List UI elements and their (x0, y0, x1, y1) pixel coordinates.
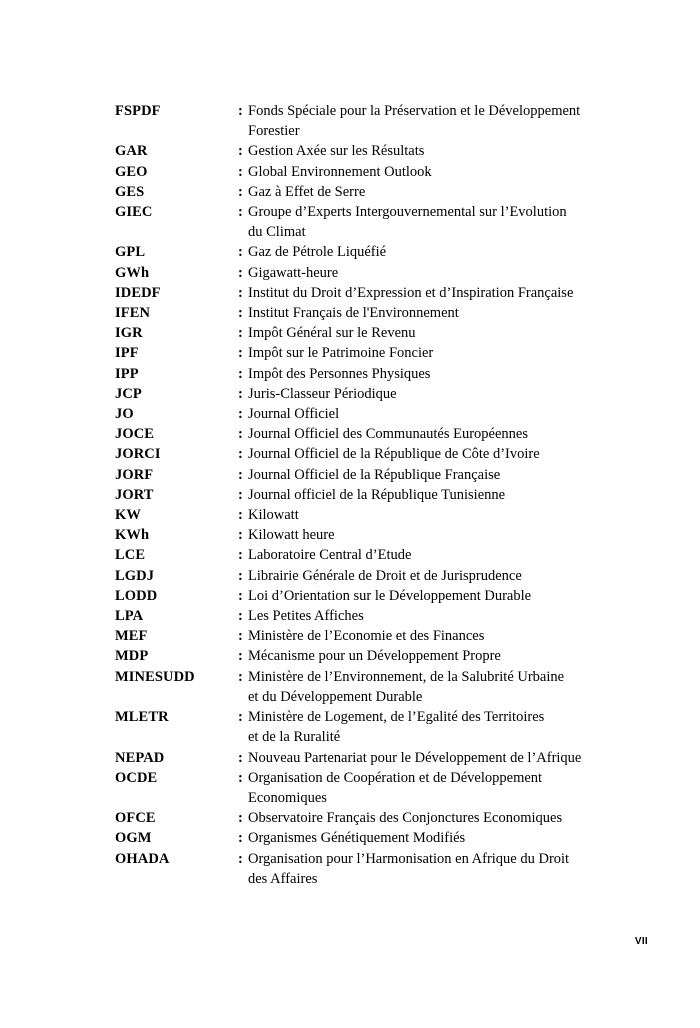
definition: Organisation de Coopération et de Développement Economiques (248, 769, 543, 806)
list-item (115, 202, 615, 242)
abbreviation: MINESUDD (115, 668, 195, 685)
separator: : (238, 103, 243, 119)
definition: Impôt sur le Patrimoine Foncier (248, 345, 434, 362)
list-item (115, 323, 615, 343)
abbreviation: OCDE (115, 769, 158, 786)
definition: Mécanisme pour un Développement Propre (248, 648, 501, 665)
list-item (115, 667, 615, 707)
definition: Gaz de Pétrole Liquéfié (248, 244, 387, 261)
abbreviation: IDEDF (115, 284, 161, 301)
list-item (115, 606, 615, 626)
abbreviation: KWh (115, 527, 150, 544)
separator: : (238, 668, 243, 685)
abbreviation: LGDJ (115, 567, 155, 584)
separator: : (238, 385, 243, 402)
page-number: VII (634, 936, 648, 947)
definition: Impôt Général sur le Revenu (248, 325, 416, 342)
list-item (115, 444, 615, 464)
separator: : (238, 325, 243, 342)
abbreviation: JCP (115, 385, 142, 402)
definition: Organismes Génétiquement Modifiés (248, 830, 466, 847)
list-item (115, 849, 615, 889)
abbreviation: JOCE (115, 426, 155, 443)
abbreviation: FSPDF (115, 103, 161, 119)
list-item (115, 283, 615, 303)
separator: : (238, 709, 243, 726)
definition: Institut du Droit d’Expression et d’Inspiration Française (248, 284, 574, 301)
list-item (115, 828, 615, 848)
definition: Ministère de Logement, de l’Egalité des Territoires et de la Ruralité (248, 709, 545, 746)
definition: Ministère de l’Economie et des Finances (248, 628, 485, 645)
list-item (115, 545, 615, 565)
separator: : (238, 749, 243, 766)
definition: Fonds Spéciale pour la Préservation et le Développement Forestier (248, 103, 581, 140)
list-item (115, 343, 615, 363)
list-item (115, 485, 615, 505)
definition: Institut Français de l'Environnement (248, 305, 459, 322)
separator: : (238, 163, 243, 180)
list-item (115, 101, 615, 141)
abbreviation: MDP (115, 648, 149, 665)
abbreviation: GAR (115, 143, 148, 160)
abbreviation: GES (115, 183, 145, 200)
list-item (115, 808, 615, 828)
abbreviation: JO (115, 406, 134, 423)
definition: Journal Officiel (248, 406, 340, 423)
abbreviation: GEO (115, 163, 148, 180)
list-item (115, 263, 615, 283)
separator: : (238, 264, 243, 281)
abbreviation: JORT (115, 486, 154, 503)
abbreviation: GWh (115, 264, 150, 281)
abbreviation: OHADA (115, 850, 170, 867)
abbreviation: IGR (115, 325, 143, 342)
definition: Journal Officiel de la République Française (248, 466, 501, 483)
list-item (115, 182, 615, 202)
list-item (115, 141, 615, 161)
abbreviation: GPL (115, 244, 146, 261)
list-item (115, 364, 615, 384)
definition: Loi d’Orientation sur le Développement Durable (248, 587, 532, 604)
definition: Gestion Axée sur les Résultats (248, 143, 425, 160)
separator: : (238, 769, 243, 786)
abbreviation: KW (115, 507, 141, 524)
definition: Groupe d’Experts Intergouvernemental sur l’Evolution du Climat (248, 204, 567, 241)
separator: : (238, 628, 243, 645)
separator: : (238, 204, 243, 221)
list-item (115, 384, 615, 404)
list-item (115, 748, 615, 768)
separator: : (238, 244, 243, 261)
abbreviation: IFEN (115, 305, 151, 322)
abbreviation: OGM (115, 830, 152, 847)
separator: : (238, 426, 243, 443)
separator: : (238, 406, 243, 423)
abbreviation: JORF (115, 466, 154, 483)
separator: : (238, 850, 243, 867)
abbreviation: LODD (115, 587, 158, 604)
definition: Gigawatt-heure (248, 264, 339, 281)
list-item (115, 465, 615, 485)
separator: : (238, 567, 243, 584)
definition: Kilowatt heure (248, 527, 335, 544)
abbreviation-list (115, 101, 615, 889)
definition: Juris-Classeur Périodique (248, 385, 397, 402)
definition: Impôt des Personnes Physiques (248, 365, 431, 382)
list-item (115, 707, 615, 747)
separator: : (238, 547, 243, 564)
separator: : (238, 365, 243, 382)
definition: Organisation pour l’Harmonisation en Afrique du Droit des Affaires (248, 850, 570, 887)
list-item (115, 242, 615, 262)
separator: : (238, 608, 243, 625)
separator: : (238, 466, 243, 483)
definition: Librairie Générale de Droit et de Jurisprudence (248, 567, 522, 584)
definition: Laboratoire Central d’Etude (248, 547, 412, 564)
definition: Global Environnement Outlook (248, 163, 432, 180)
definition: Gaz à Effet de Serre (248, 183, 366, 200)
list-item (115, 626, 615, 646)
list-item (115, 303, 615, 323)
definition: Les Petites Affiches (248, 608, 364, 625)
definition: Journal officiel de la République Tunisienne (248, 486, 506, 503)
definition: Journal Officiel des Communautés Européennes (248, 426, 528, 443)
separator: : (238, 345, 243, 362)
separator: : (238, 507, 243, 524)
separator: : (238, 305, 243, 322)
separator: : (238, 527, 243, 544)
definition: Nouveau Partenariat pour le Développement de l’Afrique (248, 749, 582, 766)
abbreviation: OFCE (115, 810, 156, 827)
list-item (115, 404, 615, 424)
definition: Observatoire Français des Conjonctures Economiques (248, 810, 563, 827)
definition: Journal Officiel de la République de Côte d’Ivoire (248, 446, 540, 463)
abbreviation: IPP (115, 365, 139, 382)
list-item (115, 566, 615, 586)
separator: : (238, 810, 243, 827)
separator: : (238, 830, 243, 847)
abbreviation: LPA (115, 608, 144, 625)
list-item (115, 424, 615, 444)
abbreviation: LCE (115, 547, 146, 564)
abbreviation: JORCI (115, 446, 161, 463)
list-item (115, 525, 615, 545)
definition: Ministère de l’Environnement, de la Salubrité Urbaine et du Développement Durable (248, 668, 565, 705)
abbreviation: IPF (115, 345, 139, 362)
separator: : (238, 284, 243, 301)
separator: : (238, 446, 243, 463)
list-item (115, 586, 615, 606)
list-item (115, 162, 615, 182)
definition: Kilowatt (248, 507, 299, 524)
abbreviation: GIEC (115, 204, 153, 221)
separator: : (238, 486, 243, 503)
abbreviation: MLETR (115, 709, 169, 726)
list-item (115, 768, 615, 808)
list-item (115, 505, 615, 525)
list-item (115, 646, 615, 666)
separator: : (238, 648, 243, 665)
abbreviation: MEF (115, 628, 148, 645)
separator: : (238, 587, 243, 604)
separator: : (238, 183, 243, 200)
abbreviation: NEPAD (115, 749, 165, 766)
separator: : (238, 143, 243, 160)
